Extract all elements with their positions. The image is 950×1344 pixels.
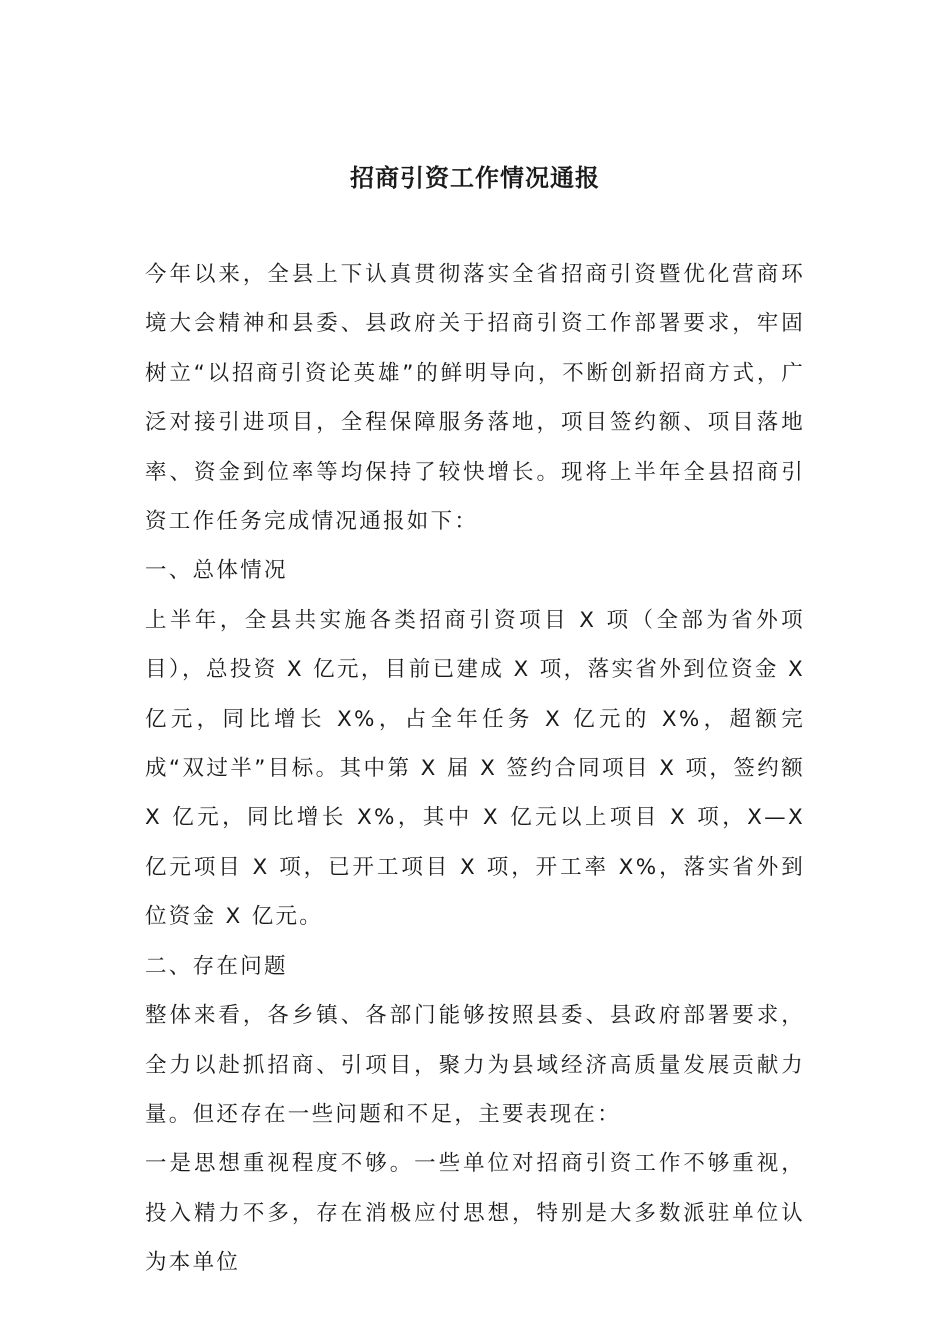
paragraph-problem-one: 一是思想重视程度不够。一些单位对招商引资工作不够重视，投入精力不多，存在消极应付思想，特别是大多数派驻单位认为本单位 xyxy=(145,1151,805,1276)
document-title: 招商引资工作情况通报 xyxy=(350,163,600,192)
document-body xyxy=(145,250,805,1288)
paragraph-overall-situation: 上半年，全县共实施各类招商引资项目 X 项（全部为省外项目），总投资 X 亿元，目前已建成 X 项，落实省外到位资金 X 亿元，同比增长 X%，占全年任务 X 亿元的 X%，超额完成“双过半”目标。其中第 X 届 X 签约合同项目 X 项，签约额 X 亿元，同比增长 X%，其中 X 亿元以上项目 X 项，X—X 亿元项目 X 项，已开工项目 X 项，开工率 X%，落实省外到位资金 X 亿元。 xyxy=(145,607,805,930)
paragraph-problems-summary: 整体来看，各乡镇、各部门能够按照县委、县政府部署要求，全力以赴抓招商、引项目，聚力为县域经济高质量发展贡献力量。但还存在一些问题和不足，主要表现在： xyxy=(145,1003,805,1127)
paragraph-intro: 今年以来，全县上下认真贯彻落实全省招商引资暨优化营商环境大会精神和县委、县政府关于招商引资工作部署要求，牢固树立“以招商引资论英雄”的鲜明导向，不断创新招商方式，广泛对接引进项目，全程保障服务落地，项目签约额、项目落地率、资金到位率等均保持了较快增长。现将上半年全县招商引资工作任务完成情况通报如下： xyxy=(145,262,805,535)
heading-existing-problems: 二、存在问题 xyxy=(145,953,288,979)
heading-overall-situation: 一、总体情况 xyxy=(145,558,288,584)
